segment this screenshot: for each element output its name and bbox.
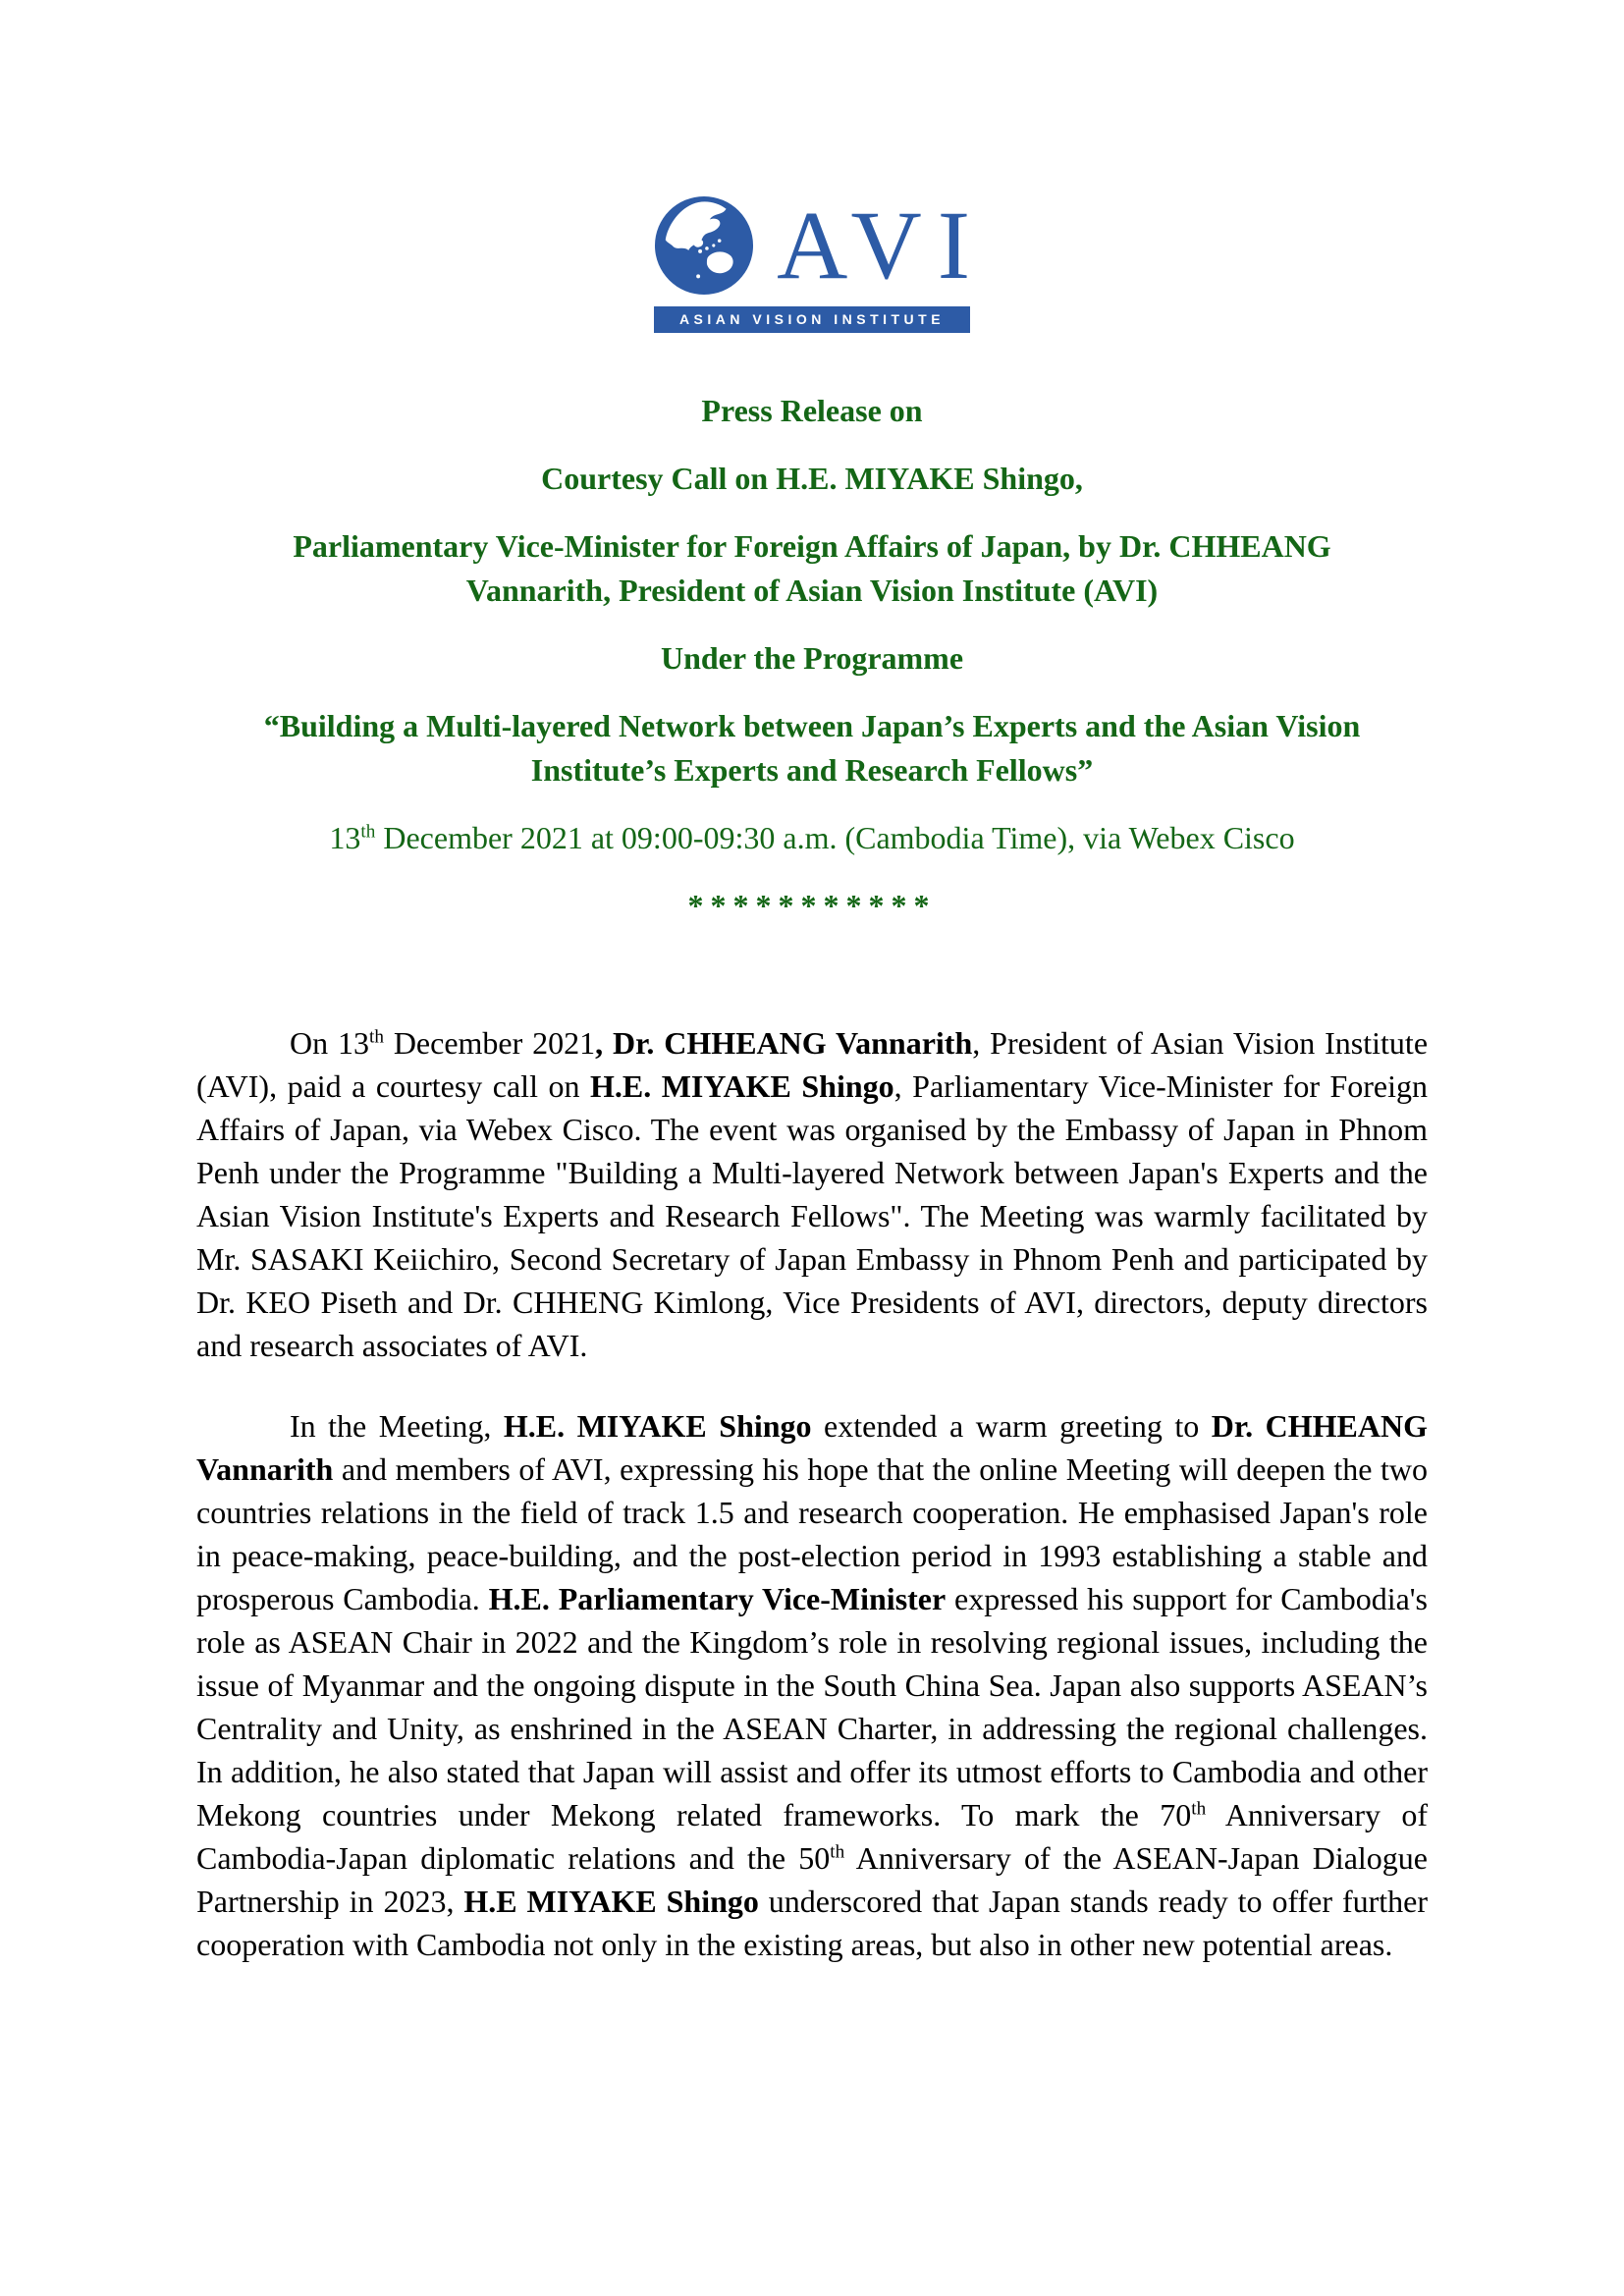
avi-logo-row xyxy=(654,191,986,300)
heading-vice-minister-line2: Vannarith, President of Asian Vision Institute (AVI) xyxy=(465,573,1159,608)
avi-logo xyxy=(654,191,986,333)
avi-logo-banner: ASIAN VISION INSTITUTE xyxy=(654,306,970,333)
heading-press-release: Press Release on xyxy=(701,393,923,428)
heading-vice-minister xyxy=(196,524,1428,613)
asterisk-separator: *********** xyxy=(687,888,937,923)
paragraph-2: In the Meeting, H.E. MIYAKE Shingo extended a warm greeting to Dr. CHHEANG Vannarith and members of AVI, expressing his hope that the online Meeting will deepen the two countries relations in the field of track 1.5 and research cooperation. He emphasised Japan's role in peace-making, peace-building, and the post-election period in 1993 establishing a stable and prosperous Cambodia. H.E. Parliamentary Vice-Minister expressed his support for Cambodia's role as ASEAN Chair in 2022 and the Kingdom’s role in resolving regional issues, including the issue of Myanmar and the ongoing dispute in the South China Sea. Japan also supports ASEAN’s Centrality and Unity, as enshrined in the ASEAN Charter, in addressing the regional challenges. In addition, he also stated that Japan will assist and offer its utmost efforts to Cambodia and other Mekong countries under Mekong related frameworks. To mark the 70th Anniversary of Cambodia-Japan diplomatic relations and the 50th Anniversary of the ASEAN-Japan Dialogue Partnership in 2023, H.E MIYAKE Shingo underscored that Japan stands ready to offer further cooperation with Cambodia not only in the existing areas, but also in other new potential areas. xyxy=(196,1408,1429,1962)
document-body xyxy=(196,1021,1428,1966)
avi-logo-acronym: AVI xyxy=(777,191,986,300)
heading-programme-title-line1: “Building a Multi-layered Network between Japan’s Experts and the Asian Vision xyxy=(263,708,1361,743)
heading-vice-minister-line1: Parliamentary Vice-Minister for Foreign Affairs of Japan, by Dr. CHHEANG xyxy=(293,528,1331,564)
event-date-line: 13th December 2021 at 09:00-09:30 a.m. (Cambodia Time), via Webex Cisco xyxy=(329,820,1295,855)
heading-under-programme: Under the Programme xyxy=(660,640,964,676)
heading-programme-title xyxy=(196,704,1428,793)
paragraph-1: On 13th December 2021, Dr. CHHEANG Vannarith, President of Asian Vision Institute (AVI), paid a courtesy call on H.E. MIYAKE Shingo, Parliamentary Vice-Minister for Foreign Affairs of Japan, via Webex Cisco. The event was organised by the Embassy of Japan in Phnom Penh under the Programme "Building a Multi-layered Network between Japan's Experts and the Asian Vision Institute's Experts and Research Fellows". The Meeting was warmly facilitated by Mr. SASAKI Keiichiro, Second Secretary of Japan Embassy in Phnom Penh and participated by Dr. KEO Piseth and Dr. CHHENG Kimlong, Vice Presidents of AVI, directors, deputy directors and research associates of AVI. xyxy=(196,1025,1429,1363)
globe-icon xyxy=(654,195,754,296)
heading-courtesy-call: Courtesy Call on H.E. MIYAKE Shingo, xyxy=(541,461,1083,496)
heading-programme-title-line2: Institute’s Experts and Research Fellows” xyxy=(530,752,1094,788)
